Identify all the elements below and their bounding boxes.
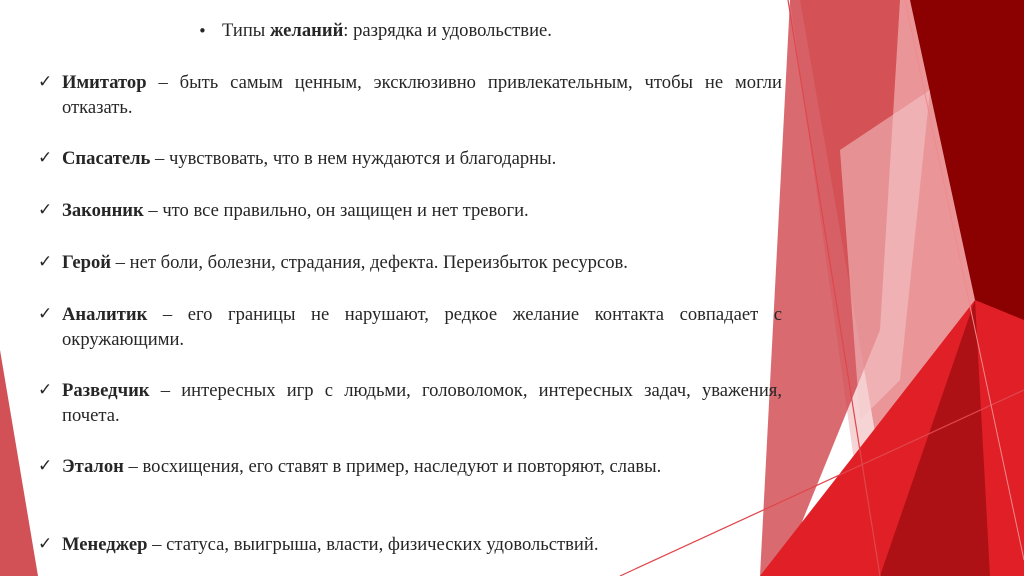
list-item [38, 70, 782, 120]
checkmark-icon: ✓ [38, 252, 53, 272]
list-item-term: Эталон [62, 456, 124, 477]
heading-suffix: : разрядка и удовольствие. [343, 20, 552, 41]
list-item-text: – чувствовать, что в нем нуждаются и благодарны. [150, 148, 557, 169]
list-item-body [62, 454, 782, 479]
list-item-body [62, 70, 782, 120]
list-item-text: – быть самым ценным, эксклюзивно привлекательным, чтобы не могли отказать. [62, 72, 782, 118]
checkmark-icon: ✓ [38, 456, 53, 476]
list-item-body [62, 302, 782, 352]
list-item [38, 198, 782, 223]
list-item-body [62, 250, 782, 275]
checkmark-icon: ✓ [38, 304, 53, 324]
list-item [38, 146, 782, 171]
list-item-term: Менеджер [62, 534, 148, 555]
list-item-term: Законник [62, 200, 144, 221]
list-item [38, 250, 782, 275]
checkmark-icon: ✓ [38, 72, 53, 92]
list-item-text: – его границы не нарушают, редкое желание контакта совпадает с окружающими. [62, 304, 782, 350]
checkmark-icon: ✓ [38, 534, 53, 554]
list-item-text: – восхищения, его ставят в пример, наследуют и повторяют, славы. [123, 456, 662, 477]
left-accent-shape [0, 350, 38, 576]
list-item-body [62, 532, 782, 557]
list-item-text: – статуса, выигрыша, власти, физических удовольствий. [147, 534, 599, 555]
list-item-text: – нет боли, болезни, страдания, дефекта. Переизбыток ресурсов. [111, 252, 628, 273]
list-item-term: Разведчик [62, 380, 150, 401]
list-item [38, 454, 782, 479]
heading-prefix: Типы [222, 20, 270, 41]
list-item-body [62, 378, 782, 428]
list-item [38, 302, 782, 352]
heading-bold-word: желаний [269, 20, 344, 41]
list-item-text: – интересных игр с людьми, головоломок, интересных задач, уважения, почета. [62, 380, 782, 426]
list-item-body [62, 146, 782, 171]
list-item [38, 378, 782, 428]
list-item-text: – что все правильно, он защищен и нет тревоги. [143, 200, 529, 221]
list-item [38, 532, 782, 557]
slide-heading [198, 18, 818, 44]
list-item-body [62, 198, 782, 223]
list-item-term: Спасатель [62, 148, 151, 169]
checkmark-icon: ✓ [38, 148, 53, 168]
checkmark-icon: ✓ [38, 200, 53, 220]
checkmark-icon: ✓ [38, 380, 53, 400]
heading-bullet: • [198, 22, 207, 40]
list-item-term: Имитатор [62, 72, 147, 93]
list-item-term: Аналитик [62, 304, 148, 325]
list-item-term: Герой [62, 252, 112, 273]
